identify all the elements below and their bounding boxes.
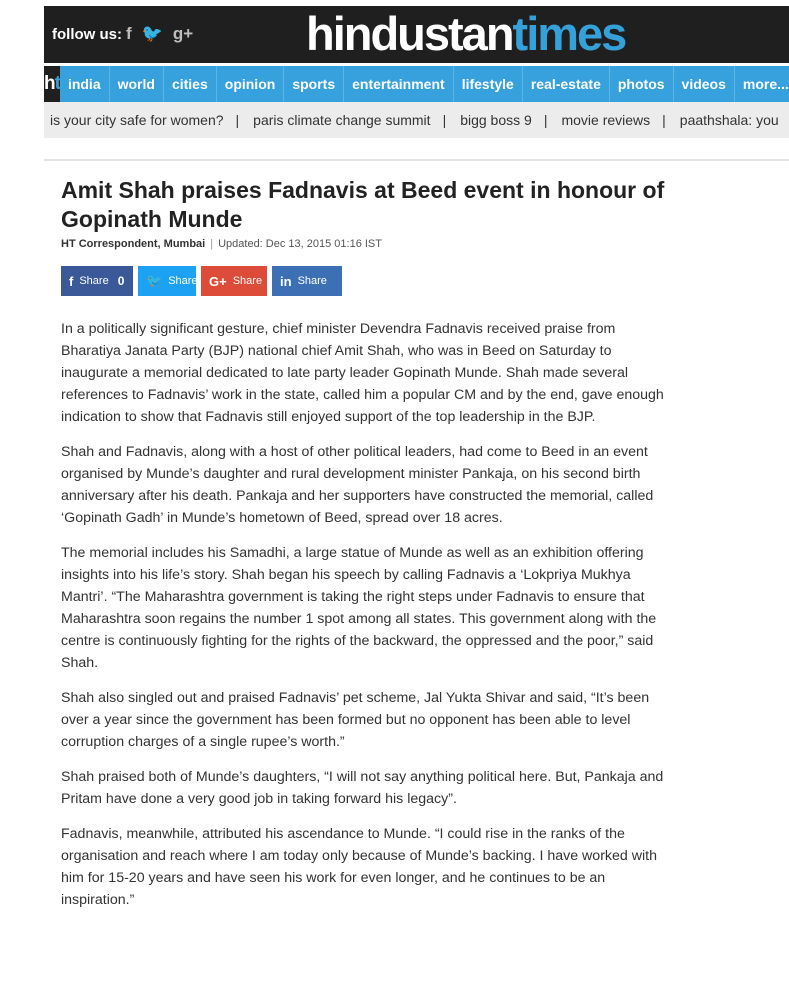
- nav-item-more[interactable]: more...: [742, 76, 789, 92]
- linkedin-share-label: Share: [297, 275, 327, 287]
- article-body: [61, 318, 673, 924]
- trending-link[interactable]: movie reviews: [561, 112, 651, 128]
- facebook-icon: f: [69, 273, 74, 289]
- ht-logo-t: t: [54, 73, 60, 94]
- article-paragraph: Shah also singled out and praised Fadnavis’ pet scheme, Jal Yukta Shivar and said, “It’s been over a year since the government has been formed but no opponent has been able to level corruption charges of a single rupee’s worth.”: [61, 690, 650, 750]
- linkedin-share-button[interactable]: [272, 266, 342, 296]
- byline: [61, 238, 382, 250]
- google-plus-icon: G+: [209, 273, 227, 289]
- logo-text-times: times: [512, 7, 626, 60]
- divider: [44, 159, 789, 161]
- trending-divider: |: [442, 112, 447, 128]
- social-links: [126, 24, 193, 44]
- author: HT Correspondent, Mumbai: [61, 238, 206, 250]
- nav-item-entertainment[interactable]: entertainment: [344, 66, 454, 102]
- twitter-share-button[interactable]: [138, 266, 196, 296]
- trending-bar: [44, 102, 789, 138]
- ht-logo-h: h: [44, 73, 55, 94]
- nav-item-world[interactable]: world: [110, 66, 164, 102]
- ht-home-logo[interactable]: [44, 66, 60, 102]
- nav-item-opinion[interactable]: opinion: [217, 66, 285, 102]
- trending-link[interactable]: paris climate change summit: [253, 112, 431, 128]
- article-paragraph: The memorial includes his Samadhi, a large statue of Munde as well as an exhibition offering insights into his life’s story. Shah began his speech by calling Fadnavis a ‘Lokpriya Mukhya Mantri’. “The Maharashtra government is taking the right steps under Fadnavis to ensure that Maharashtra soon regains the number 1 spot among all states. This government along with the centre is continuously fighting for the rights of the backward, the oppressed and the poor,” said Shah.: [61, 545, 657, 671]
- follow-us-label: follow us:: [52, 26, 122, 43]
- byline-separator: |: [210, 238, 214, 250]
- twitter-share-label: Share: [168, 275, 198, 287]
- twitter-icon: 🐦: [146, 273, 163, 288]
- article-paragraph: Shah and Fadnavis, along with a host of other political leaders, had come to Beed in an event organised by Munde’s daughter and rural development minister Pankaja, on his second birth anniversary after his death. Pankaja and her supporters have constructed the memorial, called ‘Gopinath Gadh’ in Munde’s hometown of Beed, spread over 18 acres.: [61, 444, 654, 526]
- trending-link[interactable]: is your city safe for women?: [50, 112, 224, 128]
- facebook-icon[interactable]: f: [126, 24, 132, 43]
- facebook-share-label: Share: [79, 275, 109, 287]
- nav-item-videos[interactable]: videos: [674, 66, 735, 102]
- trending-divider: |: [662, 112, 666, 128]
- facebook-share-button[interactable]: [61, 266, 133, 296]
- trending-link[interactable]: bigg boss 9: [460, 112, 532, 128]
- site-header: [44, 6, 789, 63]
- twitter-icon[interactable]: 🐦: [141, 24, 163, 43]
- nav-item-india[interactable]: india: [60, 66, 110, 102]
- article-paragraph: Shah praised both of Munde’s daughters, “I will not say anything political here. But, Pankaja and Pritam have done a very good job in taking forward his legacy”.: [61, 769, 664, 807]
- site-logo[interactable]: [306, 8, 625, 60]
- trending-divider: |: [235, 112, 240, 128]
- main-nav: [44, 66, 789, 102]
- google-plus-share-label: Share: [232, 275, 263, 287]
- google-plus-icon[interactable]: g+: [172, 24, 194, 43]
- share-buttons: [61, 266, 342, 296]
- article-paragraph: Fadnavis, meanwhile, attributed his ascendance to Munde. “I could rise in the ranks of the organisation and reach where I am today only because of Munde’s backing. I have worked with him for 15-20 years and have seen his work for even longer, and he continues to be an inspiration.”: [61, 826, 657, 908]
- facebook-share-count: 0: [117, 274, 125, 288]
- google-plus-share-button[interactable]: [201, 266, 267, 296]
- linkedin-icon: in: [280, 273, 292, 289]
- nav-item-sports[interactable]: sports: [284, 66, 344, 102]
- trending-divider: |: [543, 112, 548, 128]
- nav-item-lifestyle[interactable]: lifestyle: [454, 66, 523, 102]
- nav-item-cities[interactable]: cities: [164, 66, 217, 102]
- nav-item-photos[interactable]: photos: [610, 66, 674, 102]
- article-headline: Amit Shah praises Fadnavis at Beed event in honour of Gopinath Munde: [61, 177, 665, 232]
- updated-timestamp: Updated: Dec 13, 2015 01:16 IST: [218, 238, 382, 250]
- logo-text-hindustan: hindustan: [306, 7, 513, 60]
- nav-item-real-estate[interactable]: real-estate: [523, 66, 610, 102]
- article-paragraph: In a politically significant gesture, chief minister Devendra Fadnavis received praise from Bharatiya Janata Party (BJP) national chief Amit Shah, who was in Beed on Saturday to inaugurate a memorial dedicated to late party leader Gopinath Munde. Shah made several references to Fadnavis’ work in the state, called him a popular CM and by the end, gave enough indication to show that Fadnavis still enjoyed support of the top leadership in the BJP.: [61, 321, 664, 425]
- trending-link[interactable]: paathshala: you: [679, 112, 779, 128]
